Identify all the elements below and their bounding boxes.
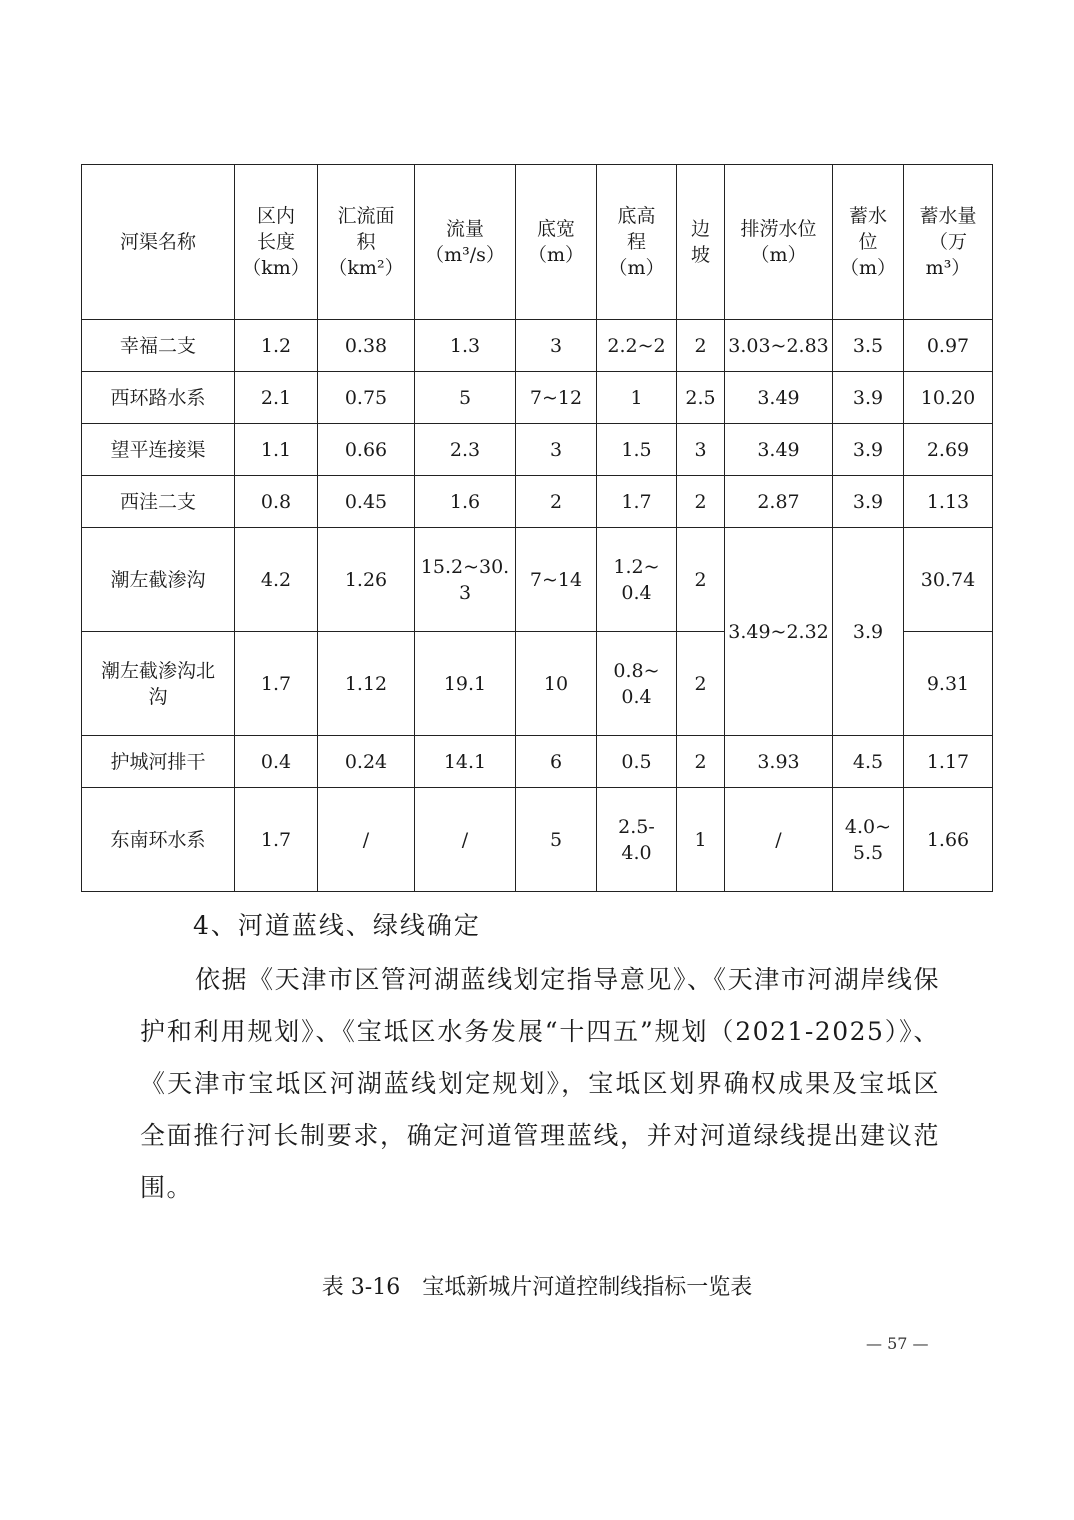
cell-name: 望平连接渠 xyxy=(82,424,235,476)
cell-length: 1.7 xyxy=(235,632,318,736)
cell-name: 潮左截渗沟 xyxy=(82,528,235,632)
cell-length: 1.2 xyxy=(235,320,318,372)
cell-slope: 2.5 xyxy=(677,372,725,424)
cell-elevation: 1.2~ 0.4 xyxy=(597,528,677,632)
cell-name: 西环路水系 xyxy=(82,372,235,424)
cell-slope: 2 xyxy=(677,320,725,372)
cell-name: 西洼二支 xyxy=(82,476,235,528)
cell-storage-level: 3.5 xyxy=(833,320,904,372)
table-row xyxy=(82,424,993,476)
cell-storage-volume: 2.69 xyxy=(904,424,993,476)
header-storage-volume: 蓄水量 （万 m³） xyxy=(904,165,993,320)
cell-slope: 2 xyxy=(677,528,725,632)
cell-flow: 15.2~30. 3 xyxy=(415,528,516,632)
header-drain-level: 排涝水位 （m） xyxy=(725,165,833,320)
table-row xyxy=(82,372,993,424)
header-flow: 流量 （m³/s） xyxy=(415,165,516,320)
cell-area: 0.38 xyxy=(318,320,415,372)
cell-width: 3 xyxy=(516,320,597,372)
cell-name: 护城河排干 xyxy=(82,736,235,788)
cell-drain-level: 3.93 xyxy=(725,736,833,788)
cell-name: 潮左截渗沟北 沟 xyxy=(82,632,235,736)
cell-length: 0.4 xyxy=(235,736,318,788)
header-name: 河渠名称 xyxy=(82,165,235,320)
page-number: — 57 — xyxy=(866,1334,929,1353)
body-paragraph: 依据《天津市区管河湖蓝线划定指导意见》、《天津市河湖岸线保护和利用规划》、《宝坻区水务发展“十四五”规划（2021-2025）》、《天津市宝坻区河湖蓝线划定规划》，宝坻区划界确权成果及宝坻区全面推行河长制要求，确定河道管理蓝线，并对河道绿线提出建议范围。 xyxy=(140,965,940,1202)
cell-width: 6 xyxy=(516,736,597,788)
cell-width: 7~12 xyxy=(516,372,597,424)
cell-flow: 1.6 xyxy=(415,476,516,528)
cell-name: 幸福二支 xyxy=(82,320,235,372)
cell-slope: 2 xyxy=(677,736,725,788)
cell-storage-volume: 1.17 xyxy=(904,736,993,788)
cell-storage-volume: 1.13 xyxy=(904,476,993,528)
cell-slope: 2 xyxy=(677,632,725,736)
cell-length: 1.1 xyxy=(235,424,318,476)
river-indicator-table xyxy=(81,164,993,892)
cell-elevation: 2.2~2 xyxy=(597,320,677,372)
cell-drain-level: 2.87 xyxy=(725,476,833,528)
cell-width: 3 xyxy=(516,424,597,476)
cell-elevation: 0.8~ 0.4 xyxy=(597,632,677,736)
cell-elevation: 1.7 xyxy=(597,476,677,528)
cell-flow: 14.1 xyxy=(415,736,516,788)
cell-storage-volume: 10.20 xyxy=(904,372,993,424)
cell-flow: 19.1 xyxy=(415,632,516,736)
cell-length: 1.7 xyxy=(235,788,318,892)
cell-area: 0.24 xyxy=(318,736,415,788)
table-row xyxy=(82,320,993,372)
cell-storage-level-merged: 3.9 xyxy=(833,528,904,736)
cell-drain-level-merged: 3.49~2.32 xyxy=(725,528,833,736)
cell-area: 0.45 xyxy=(318,476,415,528)
cell-storage-level: 4.0~ 5.5 xyxy=(833,788,904,892)
cell-width: 7~14 xyxy=(516,528,597,632)
table-header-row xyxy=(82,165,993,320)
cell-slope: 3 xyxy=(677,424,725,476)
cell-elevation: 1 xyxy=(597,372,677,424)
cell-storage-volume: 0.97 xyxy=(904,320,993,372)
cell-width: 10 xyxy=(516,632,597,736)
cell-name: 东南环水系 xyxy=(82,788,235,892)
cell-drain-level: 3.49 xyxy=(725,372,833,424)
cell-length: 0.8 xyxy=(235,476,318,528)
cell-flow: 1.3 xyxy=(415,320,516,372)
section-heading: 4、河道蓝线、绿线确定 xyxy=(193,911,481,940)
cell-slope: 2 xyxy=(677,476,725,528)
cell-storage-level: 3.9 xyxy=(833,424,904,476)
cell-storage-level: 3.9 xyxy=(833,476,904,528)
cell-flow: 2.3 xyxy=(415,424,516,476)
cell-area: / xyxy=(318,788,415,892)
cell-area: 0.75 xyxy=(318,372,415,424)
header-length: 区内 长度 （km） xyxy=(235,165,318,320)
cell-elevation: 0.5 xyxy=(597,736,677,788)
cell-area: 0.66 xyxy=(318,424,415,476)
cell-drain-level: 3.03~2.83 xyxy=(725,320,833,372)
header-slope: 边 坡 xyxy=(677,165,725,320)
cell-drain-level: 3.49 xyxy=(725,424,833,476)
cell-length: 2.1 xyxy=(235,372,318,424)
cell-elevation: 1.5 xyxy=(597,424,677,476)
cell-length: 4.2 xyxy=(235,528,318,632)
cell-width: 5 xyxy=(516,788,597,892)
cell-storage-level: 3.9 xyxy=(833,372,904,424)
cell-storage-volume: 30.74 xyxy=(904,528,993,632)
cell-elevation: 2.5- 4.0 xyxy=(597,788,677,892)
cell-area: 1.26 xyxy=(318,528,415,632)
header-area: 汇流面 积 （km²） xyxy=(318,165,415,320)
cell-area: 1.12 xyxy=(318,632,415,736)
cell-drain-level: / xyxy=(725,788,833,892)
cell-width: 2 xyxy=(516,476,597,528)
cell-flow: 5 xyxy=(415,372,516,424)
header-elevation: 底高 程 （m） xyxy=(597,165,677,320)
table-row xyxy=(82,476,993,528)
header-storage-level: 蓄水 位 （m） xyxy=(833,165,904,320)
cell-flow: / xyxy=(415,788,516,892)
table-caption: 表 3-16 宝坻新城片河道控制线指标一览表 xyxy=(321,1275,753,1300)
cell-storage-volume: 9.31 xyxy=(904,632,993,736)
cell-storage-level: 4.5 xyxy=(833,736,904,788)
cell-slope: 1 xyxy=(677,788,725,892)
header-width: 底宽 （m） xyxy=(516,165,597,320)
table-row xyxy=(82,788,993,892)
table-row xyxy=(82,528,993,632)
table-row xyxy=(82,736,993,788)
cell-storage-volume: 1.66 xyxy=(904,788,993,892)
